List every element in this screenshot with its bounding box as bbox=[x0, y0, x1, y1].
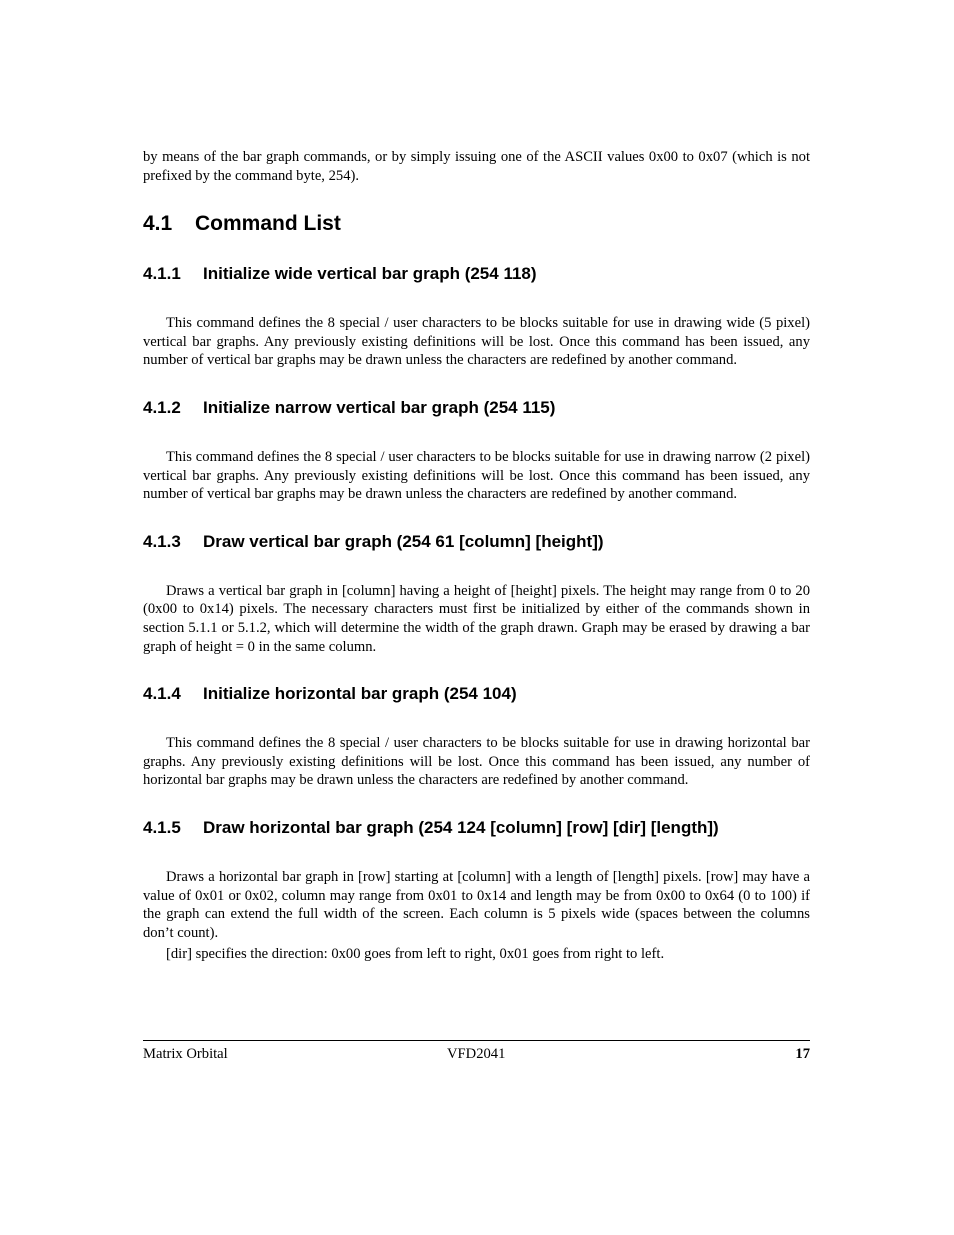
intro-paragraph: by means of the bar graph commands, or by simply issuing one of the ASCII values 0x00 to 0x07 (which is not prefixed by the command byte, 254). bbox=[143, 149, 810, 184]
subsection-paragraph: This command defines the 8 special / user characters to be blocks suitable for use in drawing horizontal bar graphs. Any previously existing definitions will be lost. Once this command has been issued, any number of horizontal bar graphs may be drawn unless the characters are redefined by another command. bbox=[143, 735, 810, 789]
subsection-number: 4.1.3 bbox=[143, 531, 181, 551]
subsection-number: 4.1.2 bbox=[143, 397, 181, 417]
subsection-4-1-2 bbox=[143, 397, 810, 504]
footer-page-number: 17 bbox=[795, 1046, 810, 1062]
subsection-number: 4.1.1 bbox=[143, 264, 181, 284]
subsection-4-1-5 bbox=[143, 817, 810, 964]
subsection-heading bbox=[143, 683, 810, 705]
subsection-number: 4.1.5 bbox=[143, 817, 181, 837]
subsection-paragraph: [dir] specifies the direction: 0x00 goes from left to right, 0x01 goes from right to left. bbox=[166, 946, 665, 963]
subsection-paragraph: This command defines the 8 special / user characters to be blocks suitable for use in drawing wide (5 pixel) vertical bar graphs. Any previously existing definitions will be lost. Once this command has been issued, any number of vertical bar graphs may be drawn unless the characters are redefined by another command. bbox=[143, 315, 810, 369]
subsection-4-1-4 bbox=[143, 683, 810, 790]
subsection-heading bbox=[143, 397, 810, 419]
subsection-title: Initialize horizontal bar graph (254 104) bbox=[203, 684, 517, 704]
subsection-heading bbox=[143, 263, 810, 285]
subsection-paragraph: Draws a horizontal bar graph in [row] starting at [column] with a length of [length] pixels. [row] may have a value of 0x01 or 0x02, column may range from 0x01 to 0x14 and length may be from 0x00 to 0x64 (0 to 100) if the graph can extend the full width of the screen. Each column is 5 pixels wide (spaces between the columns don’t count). bbox=[143, 868, 810, 941]
subsection-title: Draw vertical bar graph (254 61 [column] [height]) bbox=[203, 531, 604, 551]
footer-company: Matrix Orbital bbox=[143, 1046, 228, 1062]
page-content bbox=[143, 148, 810, 964]
subsection-paragraph: Draws a vertical bar graph in [column] having a height of [height] pixels. The height may range from 0 to 20 (0x00 to 0x14) pixels. The necessary characters must first be initialized by either of the commands shown in section 5.1.1 or 5.1.2, which will determine the width of the graph drawn. Graph may be erased by drawing a bar graph of height = 0 in the same column. bbox=[143, 582, 810, 655]
footer-product: VFD2041 bbox=[447, 1046, 506, 1062]
section-title: Command List bbox=[195, 212, 341, 236]
page-footer bbox=[143, 1040, 810, 1067]
subsection-title: Initialize narrow vertical bar graph (254 115) bbox=[203, 397, 556, 417]
subsection-heading bbox=[143, 531, 810, 553]
section-heading bbox=[143, 211, 810, 237]
subsection-heading bbox=[143, 817, 810, 839]
subsection-4-1-3 bbox=[143, 531, 810, 656]
subsection-4-1-1 bbox=[143, 263, 810, 370]
subsection-title: Initialize wide vertical bar graph (254 118) bbox=[203, 264, 537, 284]
subsection-paragraph: This command defines the 8 special / user characters to be blocks suitable for use in drawing narrow (2 pixel) vertical bar graphs. Any previously existing definitions will be lost. Once this command has been issued, any number of vertical bar graphs may be drawn unless the characters are redefined by another command. bbox=[143, 448, 810, 503]
section-number: 4.1 bbox=[143, 212, 173, 236]
subsection-number: 4.1.4 bbox=[143, 684, 181, 704]
subsection-title: Draw horizontal bar graph (254 124 [column] [row] [dir] [length]) bbox=[203, 817, 719, 837]
